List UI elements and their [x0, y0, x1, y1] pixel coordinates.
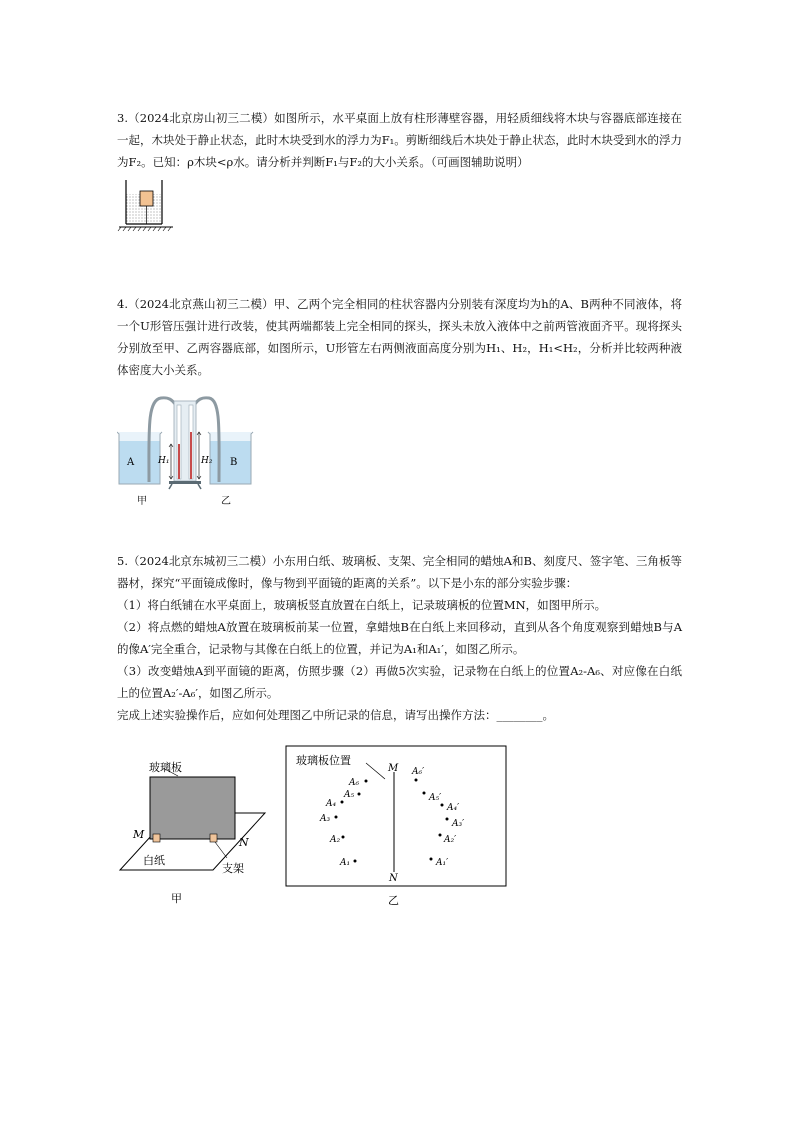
q4-figure [117, 392, 259, 514]
point-a5-prime [423, 792, 426, 795]
point-a6-prime [415, 779, 418, 782]
glass-label: 玻璃板 [149, 761, 182, 774]
point-a6 [365, 780, 368, 783]
label-a6: A₆ [349, 778, 360, 788]
point-a2 [342, 836, 345, 839]
question-5-step3: （3）改变蜡烛A到平面镜的距离，仿照步骤（2）再做5次实验，记录物在白纸上的位置A₂-A₆、对应像在白纸上的位置A₂′-A₆′，如图乙所示。 [117, 664, 682, 700]
point-a1-prime [430, 858, 433, 861]
question-4-text: 4.（2024北京燕山初三二模）甲、乙两个完全相同的柱状容器内分别装有深度均为h的A、B两种不同液体，将一个U形管压强计进行改装，使其两端都装上完全相同的探头，探头未放入液体中之前两管液面齐平。现将探头分别放至甲、乙两容器底部，如图所示，U形管左右两侧液面高度分别为H₁、H₂，H₁<H₂，分析并比较两种液体密度大小关系。 [117, 297, 682, 377]
paper-label: 白纸 [143, 854, 165, 867]
question-5-intro: 5.（2024北京东城初三二模）小东用白纸、玻璃板、支架、完全相同的蜡烛A和B、刻度尺、签字笔、三角板等器材，探究“平面镜成像时，像与物到平面镜的距离的关系”。以下是小东的部分实验步骤： [117, 554, 682, 590]
q4-caption-left: 甲 [137, 496, 147, 507]
point-a1 [354, 860, 357, 863]
label-a3: A₃ [320, 814, 331, 824]
point-a4-prime [441, 804, 444, 807]
fig-a-n: N [239, 836, 249, 849]
label-a1-prime: A₁′ [436, 858, 449, 868]
label-a6-prime: A₆′ [412, 767, 425, 777]
q5-figure-a [115, 752, 285, 907]
h1-label: H₁ [158, 456, 170, 466]
q4-caption-right: 乙 [221, 496, 231, 507]
glass-position-label: 玻璃板位置 [296, 754, 351, 767]
liquid-a-label: A [127, 457, 135, 468]
q5-figure-b [284, 744, 510, 909]
point-a5 [358, 793, 361, 796]
label-a5: A₅ [344, 790, 355, 800]
question-5-step1: （1）将白纸铺在水平桌面上，玻璃板竖直放置在白纸上，记录玻璃板的位置MN，如图甲所示。 [117, 598, 607, 612]
q3-figure [117, 178, 177, 233]
label-a2-prime: A₂′ [444, 835, 457, 845]
question-5-step2: （2）将点燃的蜡烛A放置在玻璃板前某一位置，拿蜡烛B在白纸上来回移动，直到从各个角度观察到蜡烛B与A的像A′完全重合，记录物与其像在白纸上的位置，并记为A₁和A₁′，如图乙所示。 [117, 620, 682, 656]
stand-label: 支架 [222, 862, 244, 875]
label-a4: A₄ [326, 799, 337, 809]
point-a3-prime [446, 818, 449, 821]
label-a2: A₂ [330, 835, 341, 845]
label-a4-prime: A₄′ [447, 803, 460, 813]
label-a5-prime: A₅′ [429, 793, 442, 803]
liquid-b-label: B [230, 457, 238, 468]
fig-a-caption: 甲 [171, 892, 182, 905]
question-3-text: 3.（2024北京房山初三二模）如图所示，水平桌面上放有柱形薄壁容器，用轻质细线将木块与容器底部连接在一起，木块处于静止状态，此时木块受到水的浮力为F₁。剪断细线后木块处于静止状态，此时木块受到水的浮力为F₂。已知：ρ木块<ρ水。请分析并判断F₁与F₂的大小关系。（可画图辅助说明） [117, 111, 682, 169]
label-a3-prime: A₃′ [452, 819, 465, 829]
question-3 [117, 107, 682, 173]
point-a4 [341, 801, 344, 804]
fig-b-n: N [389, 873, 398, 884]
fig-b-m: M [388, 763, 399, 774]
point-a3 [335, 816, 338, 819]
fig-a-m: M [133, 828, 145, 841]
h2-label: H₂ [201, 456, 213, 466]
label-a1: A₁ [340, 858, 351, 868]
question-5 [117, 550, 682, 726]
question-4 [117, 293, 682, 381]
wood-block [140, 191, 153, 206]
question-5-ask: 完成上述实验操作后，应如何处理图乙中所记录的信息，请写出操作方法：________。 [117, 708, 554, 722]
fig-b-caption: 乙 [388, 894, 399, 907]
point-a2-prime [439, 834, 442, 837]
